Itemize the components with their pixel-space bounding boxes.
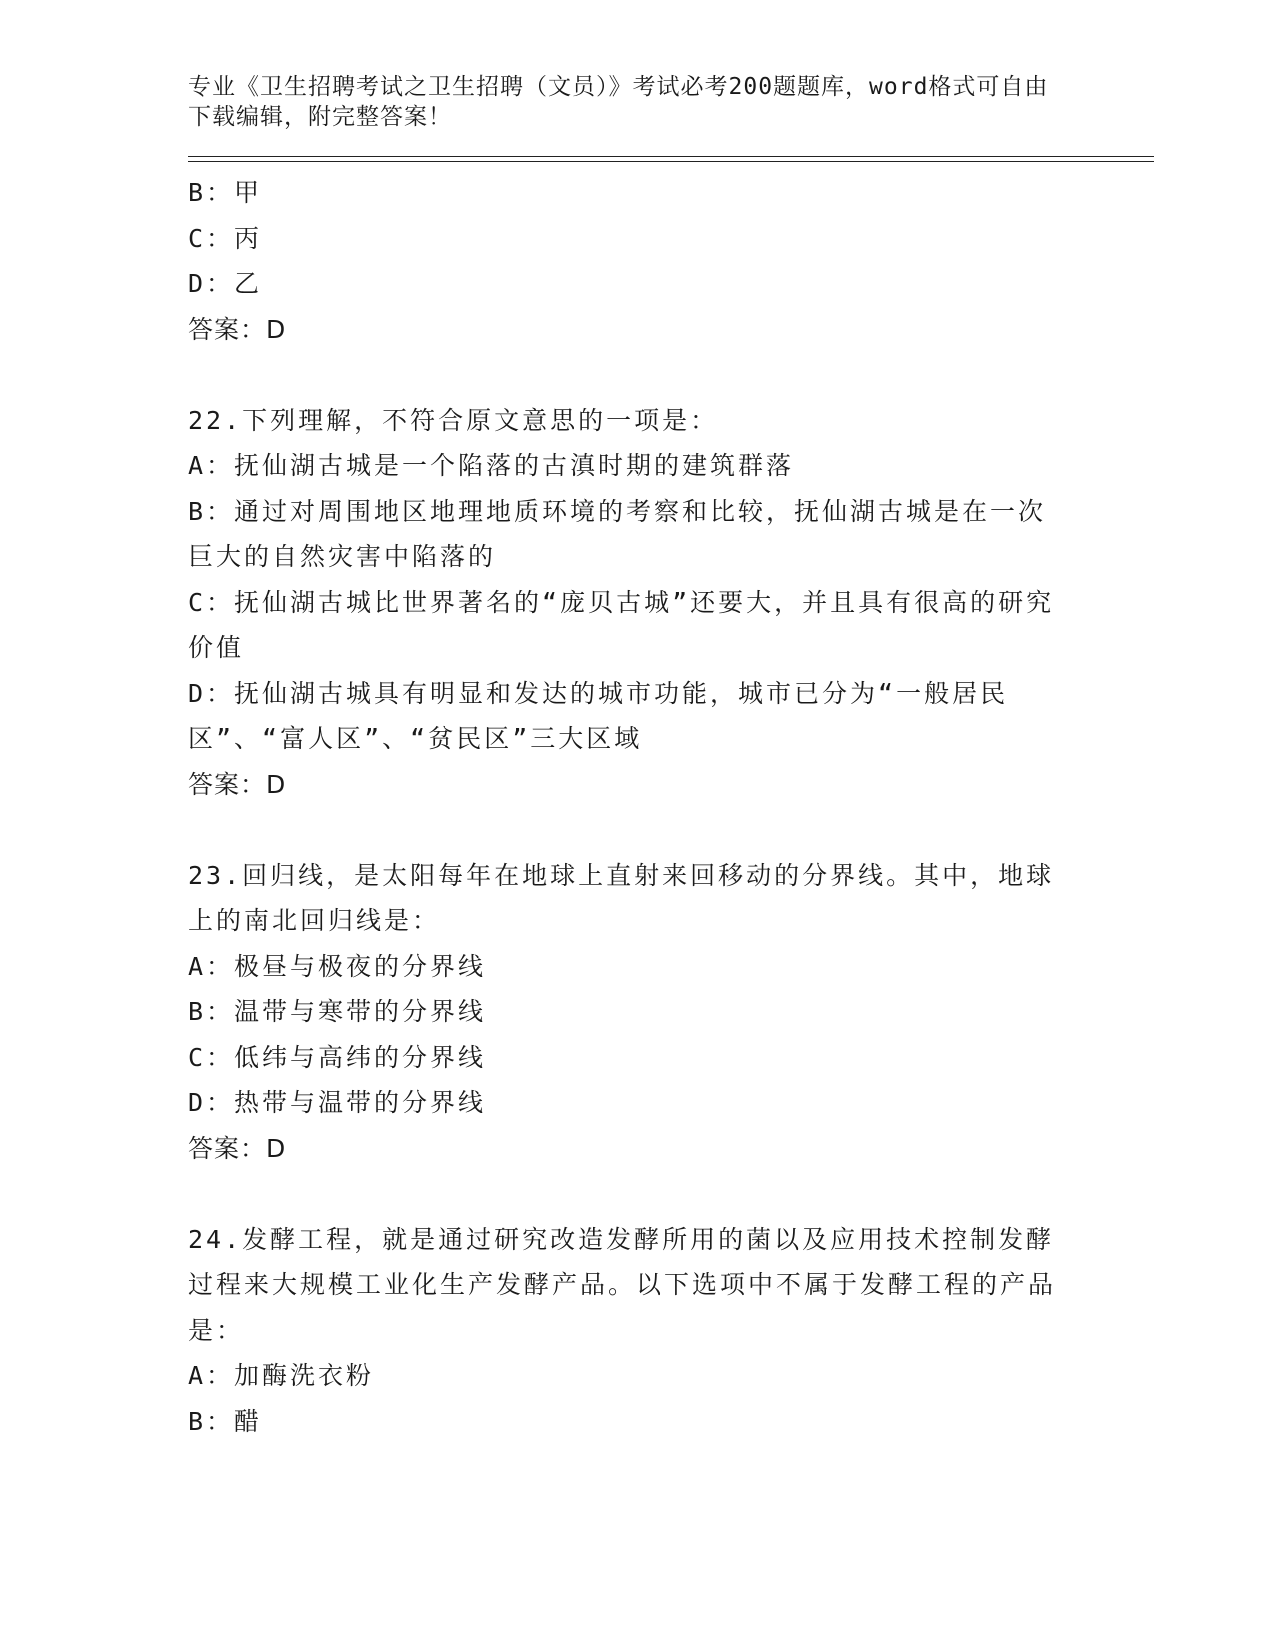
- option-d: D：热带与温带的分界线: [188, 1088, 487, 1117]
- option-c: C：丙: [188, 223, 263, 253]
- option-d: D：乙: [188, 269, 263, 298]
- question-22: [188, 398, 1068, 808]
- document-header: 专业《卫生招聘考试之卫生招聘（文员）》考试必考200题题库，word格式可自由下载编辑，附完整答案！: [188, 74, 1049, 130]
- answer-label: 答案：D: [188, 314, 287, 344]
- option-a: A：加酶洗衣粉: [188, 1361, 375, 1390]
- question-stem: 23.回归线，是太阳每年在地球上直射来回移动的分界线。其中，地球上的南北回归线是：: [188, 860, 1055, 935]
- option-a: A：极昼与极夜的分界线: [188, 951, 487, 981]
- answer-label: 答案：D: [188, 769, 287, 799]
- question-24: [188, 1217, 1068, 1445]
- spacer: [188, 1171, 1068, 1217]
- option-c: C：抚仙湖古城比世界著名的“庞贝古城”还要大，并且具有很高的研究价值: [188, 587, 1055, 662]
- question-stem: 22.下列理解，不符合原文意思的一项是：: [188, 405, 719, 435]
- option-b: B：温带与寒带的分界线: [188, 997, 487, 1026]
- option-a: A：抚仙湖古城是一个陷落的古滇时期的建筑群落: [188, 451, 795, 480]
- option-b: B：甲: [188, 178, 263, 207]
- option-c: C：低纬与高纬的分界线: [188, 1042, 487, 1072]
- document-body: [188, 170, 1068, 1444]
- spacer: [188, 352, 1068, 398]
- answer-label: 答案：D: [188, 1133, 287, 1163]
- option-b: B：通过对周围地区地理地质环境的考察和比较，抚仙湖古城是在一次巨大的自然灾害中陷落的: [188, 496, 1047, 571]
- document-page: [188, 72, 1158, 1444]
- question-21-tail: [188, 170, 1068, 352]
- option-d: D：抚仙湖古城具有明显和发达的城市功能，城市已分为“一般居民区”、“富人区”、“贫民区”三大区域: [188, 678, 1009, 753]
- option-b: B：醋: [188, 1406, 263, 1436]
- question-stem: 24.发酵工程，就是通过研究改造发酵所用的菌以及应用技术控制发酵过程来大规模工业化生产发酵产品。以下选项中不属于发酵工程的产品是：: [188, 1224, 1057, 1345]
- spacer: [188, 807, 1068, 853]
- header-rule: [188, 156, 1154, 162]
- question-23: [188, 853, 1068, 1172]
